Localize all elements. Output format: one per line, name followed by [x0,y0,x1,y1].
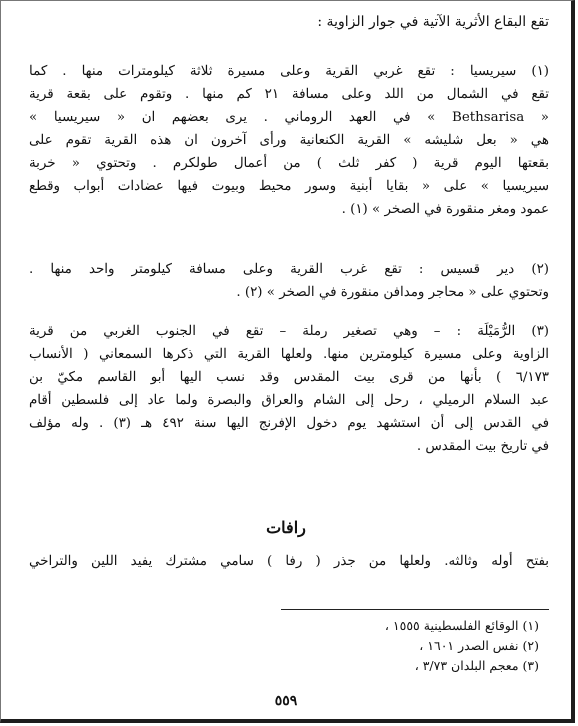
section-1-line-5: بقعتها اليوم قرية ( كفر ثلث ) من أعمال طولكرم . وتحتوي « خربة [29,156,549,171]
section-1-line-2: تقع في الشمال من اللد وعلى مسافة ٢١ كم منها . وتقوم على بقعة قرية [29,87,549,102]
section-1-line-7: عمود ومغر منقورة في الصخر » (١) . [341,202,549,217]
section-1-line-1: (١) سيريسيا : تقع غربي القرية وعلى مسيرة ثلاثة كيلومترات منها . كما [29,64,549,79]
page-number: ٥٥٩ [274,693,298,709]
section-3-line-2: الزاوية وعلى مسيرة كيلومترين منها. ولعلها القرية التي ذكرها السمعاني ( الأنساب [29,347,549,362]
rafat-heading: رافات [266,518,306,537]
rafat-line: بفتح أوله وثالثه. ولعلها من جذر ( رفا ) سامي مشترك يفيد اللين والتراخي [29,554,549,569]
section-1-line-6: سيريسيا » على « بقايا أبنية وسور محيط وبيوت فيها عضادات أبواب وقطع [29,179,549,194]
document-page [1,1,571,719]
section-3-line-3: ٦/١٧٣ ) بأنها من قرى بيت المقدس وقد نسب اليها أبو القاسم مكيّ بن [29,370,549,385]
footnote-3: (٣) معجم البلدان ٣/٧٣ ، [414,658,539,673]
footnote-2: (٢) نفس الصدر ١٦٠١ ، [419,638,539,653]
footnote-1: (١) الوقائع الفلسطينية ١٥٥٥ ، [384,618,539,633]
section-1-line-3: « Bethsarisa » في العهد الروماني . يرى بعضهم ان « سيريسيا » [29,110,549,125]
section-3-line-6: في تاريخ بيت المقدس . [416,439,549,454]
footnote-divider [281,609,549,610]
section-3-line-4: عبد السلام الرميلي ، رحل إلى الشام والعراق والبصرة ولما عاد إلى فلسطين أقام [29,393,549,408]
section-2-line-1: (٢) دير قسيس : تقع غرب القرية وعلى مسافة كيلومتر واحد منها . [29,262,549,277]
section-3-line-1: (٣) الرُّمَيْلَة : – وهي تصغير رملة – تقع في الجنوب الغربي من قرية [29,324,549,339]
section-3-line-5: في القدس إلى أن استشهد يوم دخول الإفرنج اليها سنة ٤٩٢ هـ (٣) . وله مؤلف [29,416,549,431]
intro-line: تقع البقاع الأثرية الآتية في جوار الزاوية : [317,14,549,30]
section-2-line-2: وتحتوي على « محاجر ومدافن منقورة في الصخر » (٢) . [236,285,549,300]
section-1-line-4: هي « بعل شليشه » القرية الكنعانية ورأى آخرون ان هذه القرية تقوم على [29,133,549,148]
